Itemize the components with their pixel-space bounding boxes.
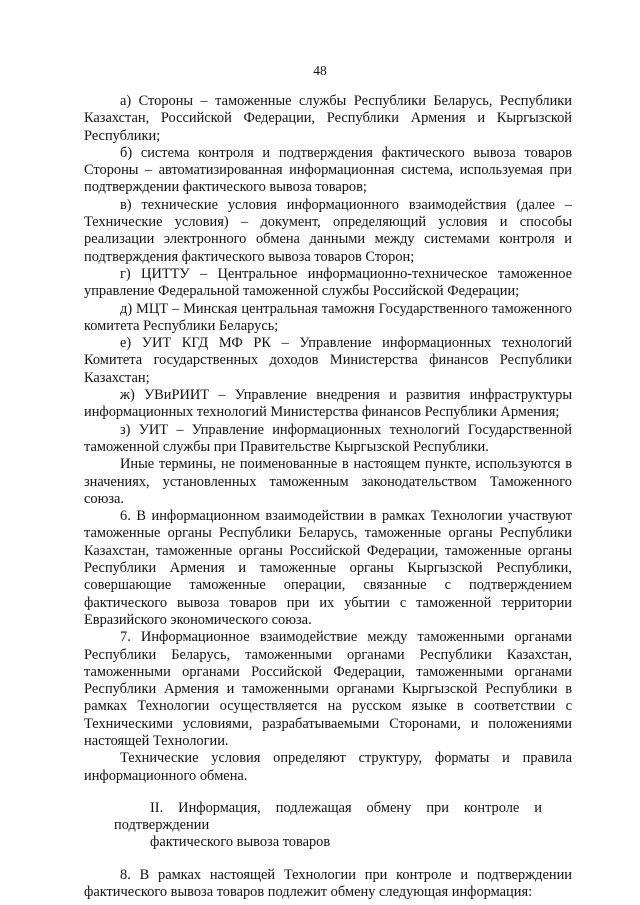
document-body — [84, 93, 572, 901]
spacer — [84, 852, 572, 867]
section-heading — [84, 800, 572, 852]
definition-d: г) ЦИТТУ – Центральное информационно-техническое таможенное управление Федеральной таможенной службы Российской Федерации; — [84, 265, 572, 300]
definition-c: в) технические условия информационного взаимодействия (далее – Технические условия) – документ, определяющий условия и способы реализации электронного обмена данными между системами контроля и подтверждения фактического вывоза товаров Сторон; — [84, 196, 572, 265]
clause-7: 7. Информационное взаимодействие между таможенными органами Республики Беларусь, таможенными органами Республики Казахстан, таможенными органами Российской Федерации, таможенными органами Республики Армения и таможенными органами Кыргызской Республики в рамках Технологии осуществляется на русском языке в соответствии с Техническими условиями, разрабатываемыми Сторонами, и положениями настоящей Технологии. — [84, 629, 572, 749]
definition-f: е) УИТ КГД МФ РК – Управление информационных технологий Комитета государственных доходов Министерства финансов Республики Казахстан; — [84, 335, 572, 386]
spacer — [84, 785, 572, 800]
technical-conditions-paragraph: Технические условия определяют структуру, форматы и правила информационного обмена. — [84, 750, 572, 784]
definition-h: з) УИТ – Управление информационных технологий Государственной таможенной службы при Правительстве Кыргызской Республики. — [84, 421, 572, 455]
definition-e: д) МЦТ – Минская центральная таможня Государственного таможенного комитета Республики Беларусь; — [84, 300, 572, 334]
definition-b: б) система контроля и подтверждения фактического вывоза товаров Стороны – автоматизированная информационная система, используемая при подтверждении фактического вывоза товаров; — [84, 144, 572, 196]
definition-a: а) Стороны – таможенные службы Республики Беларусь, Республики Казахстан, Российской Федерации, Республики Армения и Кыргызской Республики; — [84, 93, 572, 144]
page-number: 48 — [313, 63, 327, 78]
clause-8: 8. В рамках настоящей Технологии при контроле и подтверждении фактического вывоза товаров подлежит обмену следующая информация: — [84, 866, 572, 901]
section-heading-line-1: II. Информация, подлежащая обмену при контроле и подтверждении — [114, 799, 542, 834]
clause-6: 6. В информационном взаимодействии в рамках Технологии участвуют таможенные органы Республики Беларусь, таможенные органы Республики Казахстан, таможенные органы Российской Федерации, таможенные органы Республики Армения и таможенные органы Кыргызской Республики, совершающие таможенные операции, связанные с подтверждением фактического вывоза товаров при их убытии с таможенной территории Евразийского экономического союза. — [84, 508, 572, 628]
section-heading-line-2: фактического вывоза товаров — [150, 834, 331, 851]
definition-g: ж) УВиРИИТ – Управление внедрения и развития инфраструктуры информационных технологий Министерства финансов Республики Армения; — [84, 387, 572, 421]
other-terms-paragraph: Иные термины, не поименованные в настоящем пункте, используются в значениях, установленных таможенным законодательством Таможенного союза. — [84, 456, 572, 507]
